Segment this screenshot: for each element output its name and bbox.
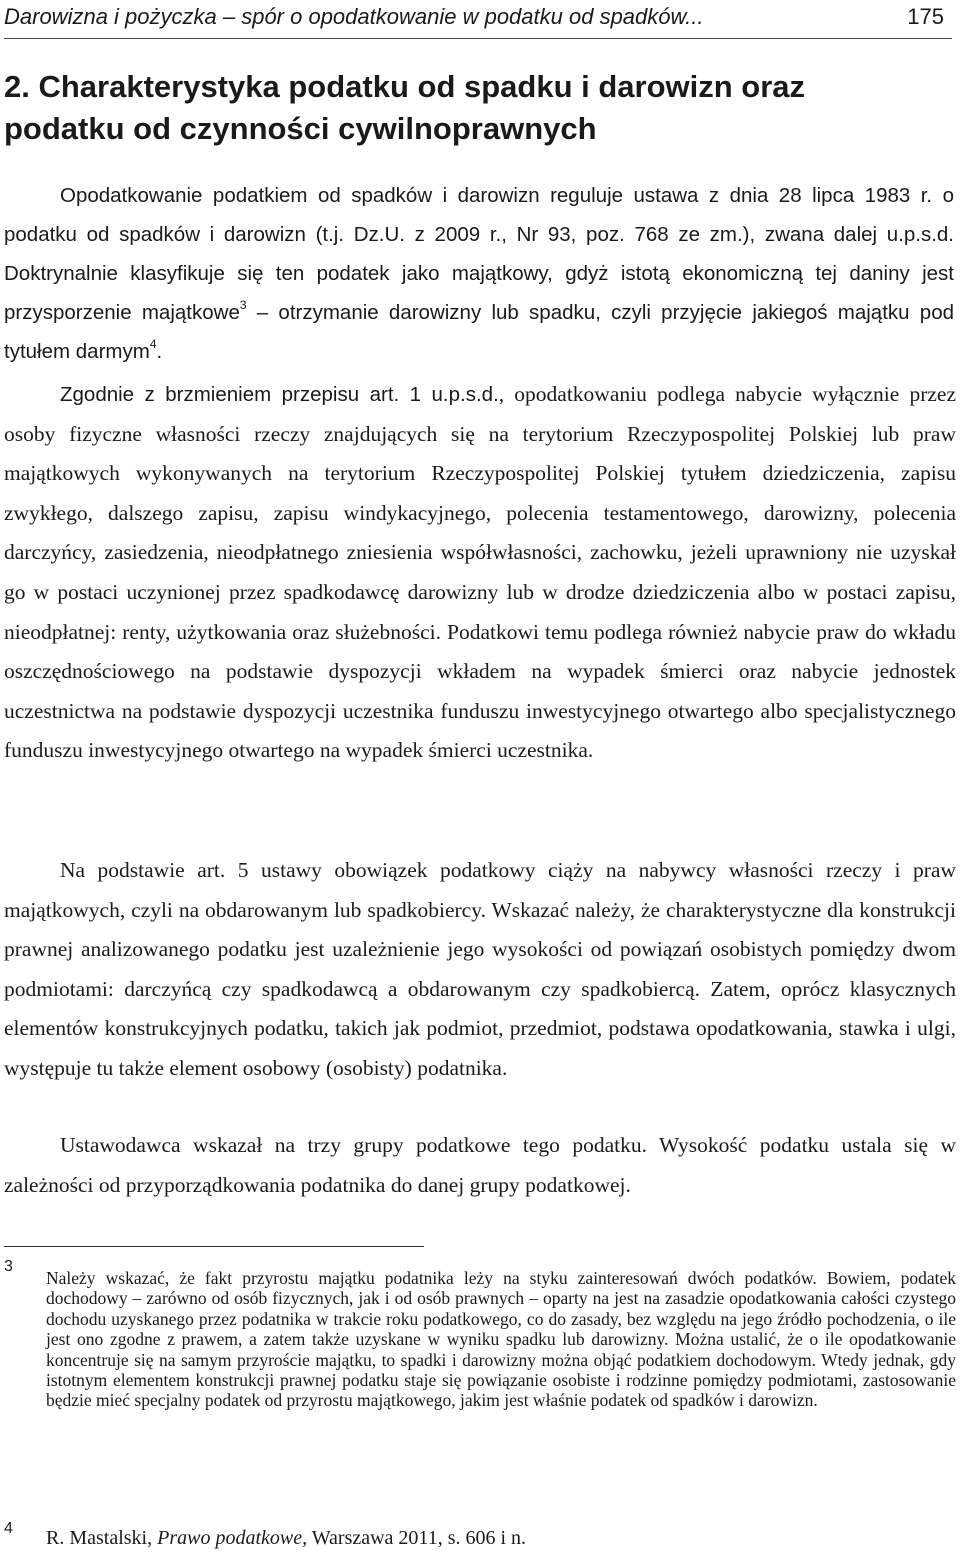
footnote-ref-4[interactable]: 4: [149, 337, 157, 352]
paragraph-2: [4, 375, 956, 771]
section-title-line1: 2. Charakterystyka podatku od spadku i darowizn oraz: [4, 69, 806, 104]
page-number: 175: [907, 4, 944, 29]
footnote-4-rest: Warszawa 2011, s. 606 i n.: [307, 1527, 527, 1549]
paragraph-1-text: Opodatkowanie podatkiem od spadków i darowizn reguluje ustawa z dnia 28 lipca 1983 r. o podatku od spadków i darowizn (t.j. Dz.U. z 2009 r., Nr 93, poz. 768 ze zm.), zwana dalej u.p.s.d. Doktrynalnie klasyfikuje się ten podatek jako majątkowy, gdyż istotą ekonomiczną tej daniny jest przysporzenie majątkowe: [4, 184, 954, 324]
footnote-4-number: 4: [4, 1520, 13, 1537]
footnote-4-text: [46, 1525, 956, 1551]
paragraph-1: [4, 176, 954, 371]
section-title: [4, 66, 944, 150]
running-header: [4, 2, 952, 39]
paragraph-1-end: .: [156, 340, 163, 363]
paragraph-2-lead: Zgodnie z brzmieniem przepisu art. 1 u.p.s.d.: [60, 383, 499, 406]
footnote-divider: [4, 1246, 424, 1247]
footnote-4-title: Prawo podatkowe,: [157, 1527, 308, 1549]
paragraph-2-text: , opodatkowaniu podlega nabycie wyłącznie przez osoby fizyczne własności rzeczy znajdujących się na terytorium Rzeczypospolitej Polskiej lub praw majątkowych wykonywanych na terytorium Rzeczypospolitej Polskiej tytułem dziedziczenia, zapisu zwykłego, dalszego zapisu, zapisu windykacyjnego, polecenia testamentowego, darowizny, polecenia darczyńcy, zasiedzenia, nieodpłatnego zniesienia współwłasności, zachowku, jeżeli uprawniony nie uzyskał go w postaci uczynionej przez spadkodawcę darowizny lub w drodze dziedziczenia albo w postaci zapisu, nieodpłatnej: renty, użytkowania oraz służebności. Podatkowi temu podlega również nabycie praw do wkładu oszczędnościowego na podstawie dyspozycji wkładem na wypadek śmierci oraz nabycie jednostek uczestnictwa na podstawie dyspozycji uczestnika funduszu inwestycyjnego otwartego albo specjalistycznego funduszu inwestycyjnego otwartego na wypadek śmierci uczestnika.: [4, 382, 956, 763]
footnote-ref-3[interactable]: 3: [239, 298, 247, 313]
running-title: Darowizna i pożyczka – spór o opodatkowanie w podatku od spadków...: [4, 4, 704, 29]
footnote-4-author: R. Mastalski,: [46, 1527, 158, 1549]
paragraph-1-cont: – otrzymanie darowizny lub spadku, czyli przyjęcie jakiegoś majątku pod tytułem darmym: [4, 301, 954, 363]
footnote-3-number: 3: [4, 1258, 13, 1275]
footnote-3-text: Należy wskazać, że fakt przyrostu majątku podatnika leży na styku zainteresowań dwóch podatków. Bowiem, podatek dochodowy – zarówno od osób fizycznych, jak i od osób prawnych – oparty na jest na zasadzie opodatkowania całości czystego dochodu uzyskanego przez podatnika w trakcie roku podatkowego, co do zasady, bez względu na jego źródło pochodzenia, o ile jest ono zgodne z prawem, a zatem także uzyskane w wyniku spadku lub darowizny. Można ustalić, że o ile opodatkowanie koncentruje się na samym przyroście majątku, to spadki i darowizny można objąć podatkiem dochodowym. Wtedy jednak, gdy istotnym elementem konstrukcji prawnej podatku staje się powiązanie osobiste i rodzinne pomiędzy podmiotami, zastosowanie będzie mieć specjalny podatek od przyrostu majątkowego, jakim jest właśnie podatek od spadków i darowizn.: [46, 1268, 956, 1411]
section-title-line2: podatku od czynności cywilnoprawnych: [4, 111, 597, 146]
paragraph-4: Ustawodawca wskazał na trzy grupy podatkowe tego podatku. Wysokość podatku ustala się w zależności od przyporządkowania podatnika do danej grupy podatkowej.: [4, 1133, 956, 1197]
paragraph-3: Na podstawie art. 5 ustawy obowiązek podatkowy ciąży na nabywcy własności rzeczy i praw majątkowych, czyli na obdarowanym lub spadkobiercy. Wskazać należy, że charakterystyczne dla konstrukcji prawnej analizowanego podatku jest uzależnienie jego wysokości od powiązań osobistych pomiędzy dwom podmiotami: darczyńcą czy spadkodawcą a obdarowanym czy spadkobiercą. Zatem, oprócz klasycznych elementów konstrukcyjnych podatku, takich jak podmiot, przedmiot, podstawa opodatkowania, stawka i ulgi, występuje tu także element osobowy (osobisty) podatnika.: [4, 858, 956, 1080]
